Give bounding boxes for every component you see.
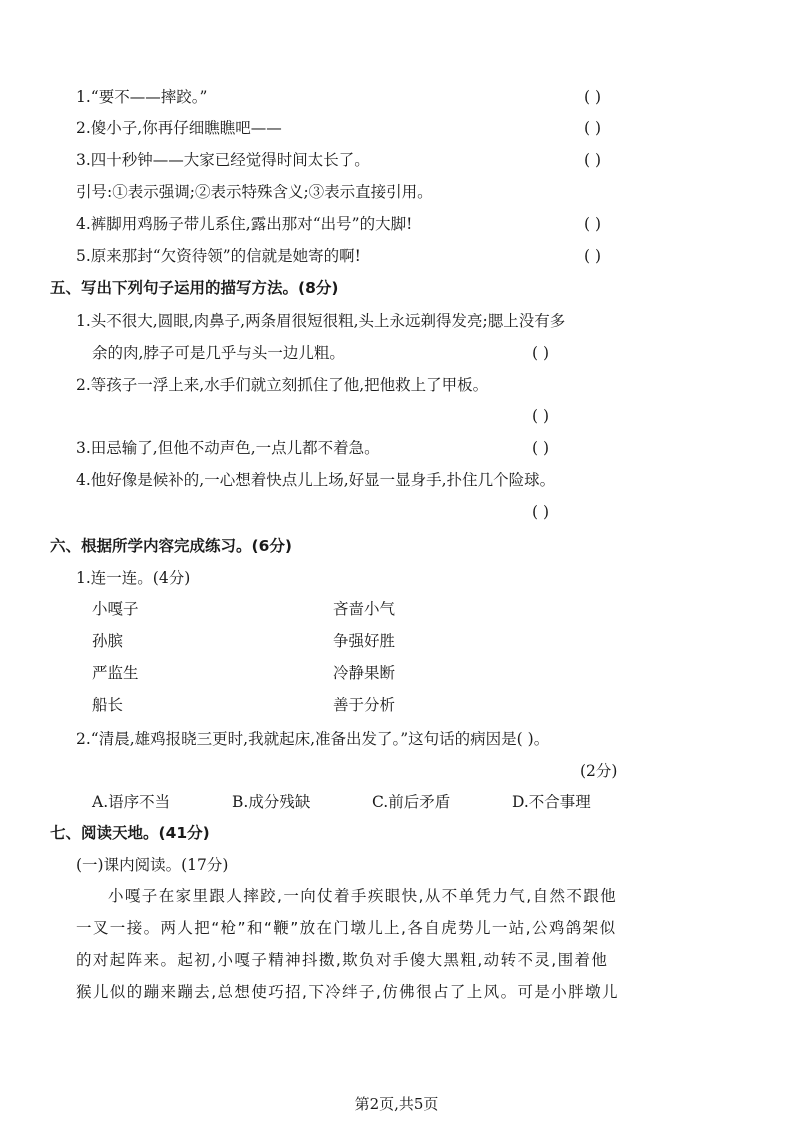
passage-line: 猴儿似的蹦来蹦去,总想使巧招,下冷绊子,仿佛很占了上风。可是小胖墩儿 [76, 983, 619, 1001]
q4-item-5: 5.原来那封“欠资待领”的信就是她寄的啊! [76, 247, 361, 265]
q4-item-2: 2.傻小子,你再仔细瞧瞧吧—— [76, 119, 282, 137]
quote-usage-key: 引号:①表示强调;②表示特殊含义;③表示直接引用。 [76, 183, 433, 201]
q4-item-1: 1.“要不——摔跤。” [76, 88, 208, 106]
section-6-heading: 六、根据所学内容完成练习。(6分) [50, 537, 292, 555]
s7-subheading: (一)课内阅读。(17分) [76, 856, 229, 874]
match-left-item[interactable]: 孙膑 [92, 632, 124, 650]
match-left-item[interactable]: 小嘎子 [92, 600, 139, 618]
s6-q2-score: (2分) [580, 762, 618, 780]
match-right-item[interactable]: 冷静果断 [333, 664, 396, 682]
answer-paren[interactable]: ( ) [532, 344, 550, 362]
option-c[interactable]: C.前后矛盾 [372, 793, 451, 811]
s5-q4: 4.他好像是候补的,一心想着快点儿上场,好显一显身手,扑住几个险球。 [76, 471, 556, 489]
answer-paren[interactable]: ( ) [584, 151, 602, 169]
answer-paren[interactable]: ( ) [532, 407, 550, 425]
answer-paren[interactable]: ( ) [532, 439, 550, 457]
s6-q2: 2.“清晨,雄鸡报晓三更时,我就起床,准备出发了。”这句话的病因是( )。 [76, 730, 550, 748]
option-b[interactable]: B.成分残缺 [232, 793, 311, 811]
section-7-heading: 七、阅读天地。(41分) [50, 824, 210, 842]
answer-paren[interactable]: ( ) [584, 88, 602, 106]
answer-paren[interactable]: ( ) [584, 247, 602, 265]
answer-paren[interactable]: ( ) [584, 119, 602, 137]
s5-q1-line2: 余的肉,脖子可是几乎与头一边儿粗。 [92, 344, 345, 362]
s5-q2: 2.等孩子一浮上来,水手们就立刻抓住了他,把他救上了甲板。 [76, 376, 489, 394]
passage-line: 小嘎子在家里跟人摔跤,一向仗着手疾眼快,从不单凭力气,自然不跟他 [108, 887, 618, 905]
passage-line: 的对起阵来。起初,小嘎子精神抖擞,欺负对手傻大黑粗,动转不灵,围着他 [76, 951, 609, 969]
answer-paren[interactable]: ( ) [532, 503, 550, 521]
option-a[interactable]: A.语序不当 [92, 793, 171, 811]
q4-item-4: 4.裤脚用鸡肠子带儿系住,露出那对“出号”的大脚! [76, 215, 413, 233]
option-d[interactable]: D.不合事理 [512, 793, 591, 811]
q4-item-3: 3.四十秒钟——大家已经觉得时间太长了。 [76, 151, 370, 169]
section-5-heading: 五、写出下列句子运用的描写方法。(8分) [50, 279, 339, 297]
match-left-item[interactable]: 船长 [92, 696, 124, 714]
match-right-item[interactable]: 吝啬小气 [333, 600, 396, 618]
page-footer: 第2页,共5页 [354, 1095, 439, 1113]
match-right-item[interactable]: 善于分析 [333, 696, 396, 714]
s6-q1: 1.连一连。(4分) [76, 569, 191, 587]
s5-q3: 3.田忌输了,但他不动声色,一点儿都不着急。 [76, 439, 380, 457]
answer-paren[interactable]: ( ) [584, 215, 602, 233]
match-left-item[interactable]: 严监生 [92, 664, 139, 682]
match-right-item[interactable]: 争强好胜 [333, 632, 396, 650]
passage-line: 一叉一接。两人把“枪”和“鞭”放在门墩儿上,各自虎势儿一站,公鸡鸽架似 [76, 919, 617, 937]
s5-q1-line1: 1.头不很大,圆眼,肉鼻子,两条眉很短很粗,头上永远剃得发亮;腮上没有多 [76, 312, 566, 330]
